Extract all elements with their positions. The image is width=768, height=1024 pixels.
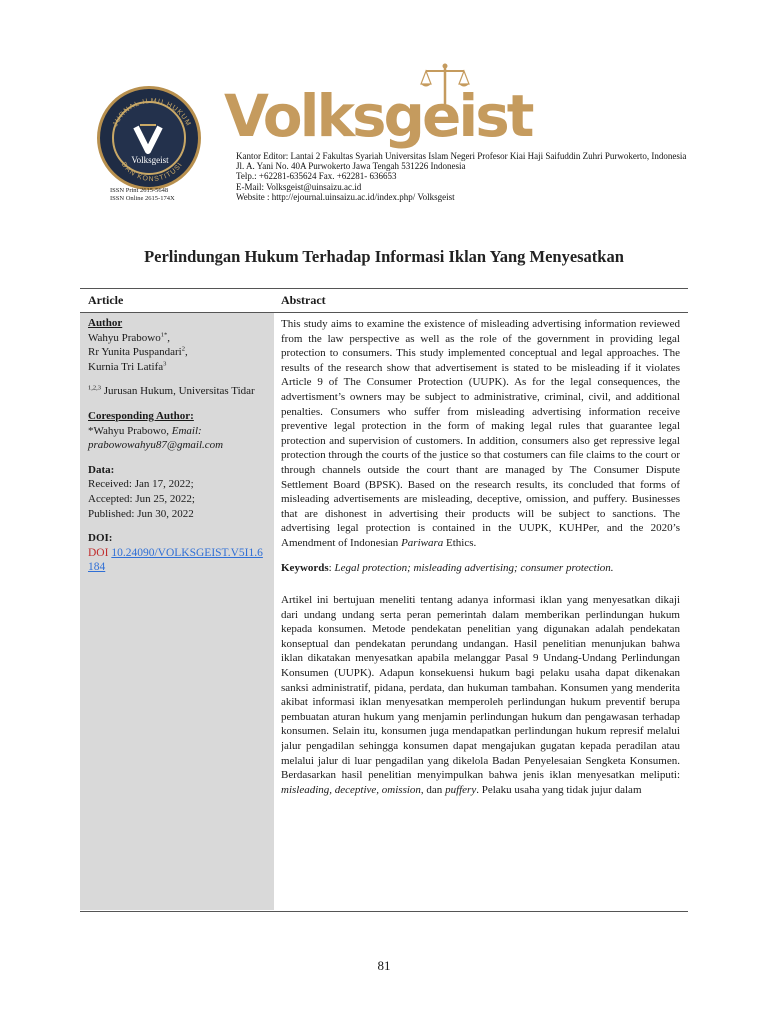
doi-link[interactable]: 10.24090/VOLKSGEIST.V5I1.6184 [88,546,263,574]
affiliation: $^{1,2,3}$ Jurusan Hukum, Universitas Tidar [88,384,255,398]
abstract-english: This study aims to examine the existence of misleading advertising information reviewed from the law perspective as well as the role of the government in providing legal protection to consumers. This study implemented conceptual and legal approaches. The results of the research show that advertisement is stated to be misleading if it violates Article 9 of The Consumer Protection (UUPK). As for the legal consequences, the advertisment’s owners may be subject to administrative, criminal, civil, and additional penalties. Consumers who suffer from misleading advertising information receive preventive legal protection in the form of making legal rules that guarantee legal protection and supervision of customers. In addition, consumers also get repressive legal protection through the courts of the justice so that costumers can file claims to the court or through channels outside the court thant are managed by The Consumer Dispute Settlement Board (BPSK). Based on the research results, its concluded that forms of misleading advertisements are misleading, deceptive, omission, and puffery. Businesses that are dishonest in advertising their products will be subject to sanctions. The advertising legal protection is contained in the UUPK, KUHPer, and the 2020’s Amendment of Indonesian Pariwara Ethics. [281,318,680,549]
abstract-body [281,317,680,907]
received-date: Received: Jan 17, 2022; [88,478,194,491]
doi-heading: DOI: [88,532,113,545]
corresponding-author: *Wahyu Prabowo, Email: [88,424,202,437]
author-heading: Author [88,317,123,329]
corresponding-email[interactable]: prabowowahyu87@gmail.com [88,439,224,452]
accepted-date: Accepted: Jun 25, 2022; [88,492,195,505]
page-number: 81 [377,958,391,973]
editorial-office [236,151,688,202]
author-1: Wahyu Prabowo$^{1*}$, [88,330,170,344]
seal-brand-text: Volksgeist [131,155,169,165]
seal-text-bottom: DAN KONSTITUSI [119,161,185,184]
seal-text-top: JURNAL ILMU HUKUM [112,97,192,128]
office-email-line: E-Mail: Volksgeist@uinsaizu.ac.id [236,181,362,192]
office-address-line: Kantor Editor: Lantai 2 Fakultas Syariah Universitas Islam Negeri Profesor Kiai Haji Saifuddin Zuhri Purwokerto, Indonesia [236,151,687,161]
doi-line: DOI 10.24090/VOLKSGEIST.V5I1.6184 [88,546,263,574]
journal-logo [224,62,544,152]
author-3: Kurnia Tri Latifa$^3$ [88,360,167,373]
issn-print: ISSN Print 2615-5648 [110,187,169,194]
corresponding-author-heading: Coresponding Author: [88,409,194,422]
data-heading: Data: [88,463,115,476]
issn-block [110,187,175,203]
article-title: Perlindungan Hukum Terhadap Informasi Iklan Yang Menyesatkan [144,247,624,266]
abstract-indonesian: Artikel ini bertujuan meneliti tentang adanya informasi iklan yang menyesatkan dikaji dari undang undang serta peran pemerintah dalam memberikan perlindungan hukum kepada konsumen. Metode pendekatan penelitian yang digunakan adalah pendekatan konseptual dan pendekatan perundang undangan. Hasil penelitian menunjukan bahwa iklan dikatakan menyesatkan apabila melanggar Pasal 9 Undang-Undang Perlindungan Konsumen (UUPK). Adapun konsekuensi hukum bagi pelaku usaha dapat dikenakan sanksi administratif, pidana, perdata, dan hukuman tambahan. Konsumen yang menderita akibat informasi iklan menyesatkan memperoleh perlindungan hukum preventif berupa pembuatan aturan hukum yang menjamin perlindungan hukum dan pengawasan terhadap konsumen. Selain itu, konsumen juga mendapatkan perlindungan hukum represif melalui jalur pengadilan sehingga konsumen dapat mengajukan gugatan kepada peradilan atau melalui jalur di luar pengadilan yang dikelola Badan Penyelesaian Sengketa Konsumen. Berdasarkan hasil penelitian menyimpulkan bahwa jenis iklan menyesatkan meliputi: misleading, deceptive, omission, dan puffery. Pelaku usaha yang tidak jujur dalam [281,594,680,796]
published-date: Published: Jun 30, 2022 [88,507,194,520]
office-phone-line: Telp.: +62281-635624 Fax. +62281- 636653 [236,171,397,182]
keywords: Keywords: Legal protection; misleading advertising; consumer protection. [281,561,614,574]
issn-online: ISSN Online 2615-174X [110,195,175,202]
office-website-line: Website : http://ejournal.uinsaizu.ac.id/index.php/ Volksgeist [236,191,455,202]
table-bottom-rule [80,911,688,912]
office-street-line: Jl. A. Yani No. 40A Purwokerto Jawa Tengah 531226 Indonesia [236,161,466,172]
article-info [88,316,268,575]
table-top-rule [80,288,688,289]
article-column-header: Article [88,293,124,307]
journal-seal [97,86,201,190]
svg-text:JURNAL ILMU HUKUM [112,98,192,128]
author-2: Rr Yunita Puspandari$^2$, [88,345,188,359]
journal-name: Volksgeist [224,82,532,150]
seal-emblem-icon [100,89,204,193]
abstract-column-header: Abstract [281,293,326,307]
